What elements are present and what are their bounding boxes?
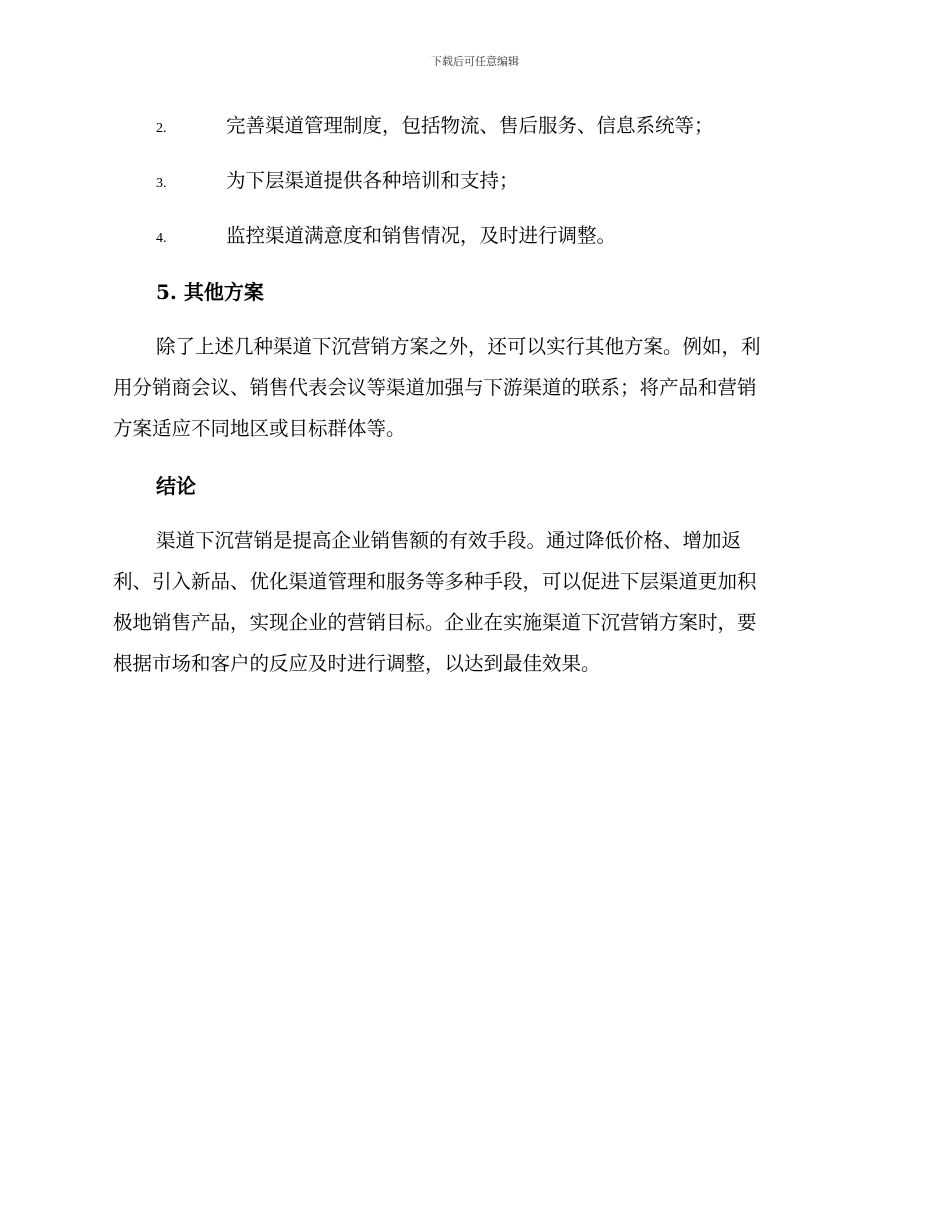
paragraph-line: 除了上述几种渠道下沉营销方案之外，还可以实行其他方案。例如，利 [156, 335, 761, 358]
list-item-text: 完善渠道管理制度，包括物流、售后服务、信息系统等； [226, 114, 714, 137]
list-item-number: 2. [156, 121, 167, 136]
paragraph-other-plans [113, 326, 833, 449]
list-item [156, 218, 836, 273]
header-note: 下载后可任意编辑 [431, 55, 519, 68]
list-item [156, 163, 836, 218]
section-heading-conclusion: 结论 [156, 474, 196, 498]
paragraph-line: 方案适应不同地区或目标群体等。 [113, 417, 406, 440]
paragraph-line: 极地销售产品，实现企业的营销目标。企业在实施渠道下沉营销方案时，要 [113, 611, 757, 634]
section-heading-other-plans: 5. 其他方案 [156, 280, 264, 304]
paragraph-line: 根据市场和客户的反应及时进行调整，以达到最佳效果。 [113, 652, 601, 675]
list-item-number: 4. [156, 231, 167, 246]
list-item-number: 3. [156, 176, 167, 191]
paragraph-conclusion [113, 520, 833, 684]
paragraph-line: 利、引入新品、优化渠道管理和服务等多种手段，可以促进下层渠道更加积 [113, 570, 757, 593]
list-item-text: 为下层渠道提供各种培训和支持； [226, 169, 519, 192]
paragraph-line: 渠道下沉营销是提高企业销售额的有效手段。通过降低价格、增加返 [156, 529, 742, 552]
list-item [156, 108, 836, 163]
paragraph-line: 用分销商会议、销售代表会议等渠道加强与下游渠道的联系；将产品和营销 [113, 376, 757, 399]
numbered-list [156, 108, 836, 273]
list-item-text: 监控渠道满意度和销售情况，及时进行调整。 [226, 224, 617, 247]
